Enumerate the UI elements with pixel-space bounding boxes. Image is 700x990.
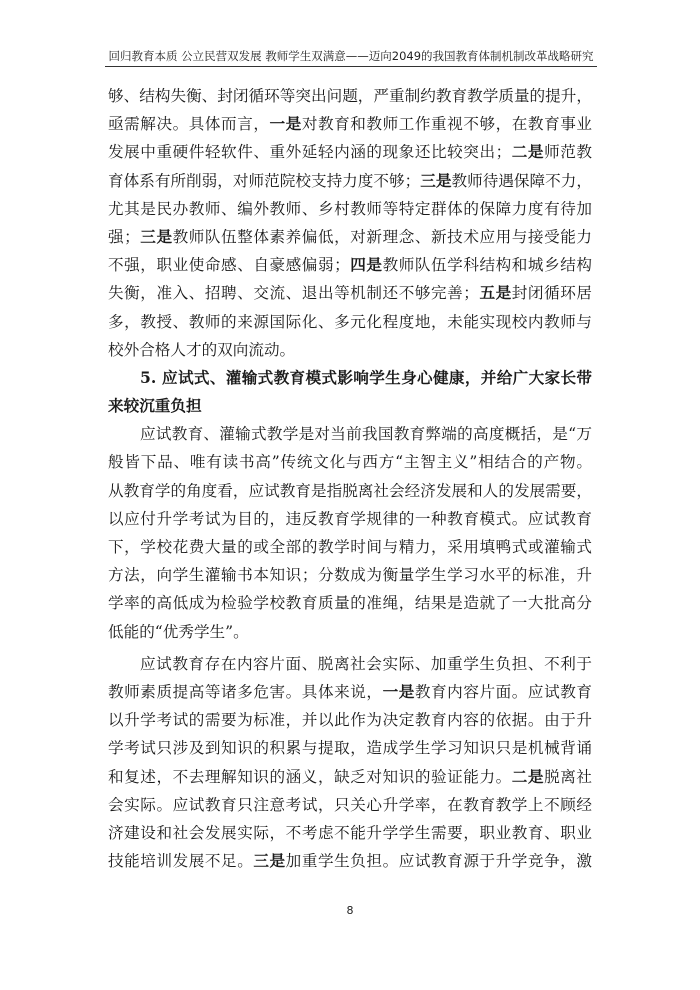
heading-line: 来较沉重负担 bbox=[108, 396, 202, 416]
text-line: 育体系有所削弱，对师范院校支持力度不够；三是教师待遇保障不力， bbox=[108, 170, 592, 190]
paragraph bbox=[108, 82, 592, 364]
text-line: 多，教授、教师的来源国际化、多元化程度地，未能实现校内教师与 bbox=[108, 312, 592, 331]
text-line: 应试教育存在内容片面、脱离社会实际、加重学生负担、不利于 bbox=[140, 654, 592, 673]
text-line: 发展中重硬件轻软件、重外延轻内涵的现象还比较突出；二是师范教 bbox=[108, 142, 592, 162]
text-line: 尤其是民办教师、编外教师、乡村教师等特定群体的保障力度有待加 bbox=[108, 199, 592, 218]
text-line: 校外合格人才的双向流动。 bbox=[108, 340, 296, 359]
text-line: 会实际。应试教育只注意考试，只关心升学率，在教育教学上不顾经 bbox=[108, 795, 592, 814]
header-rule bbox=[105, 66, 597, 67]
text-line: 不强，职业使命感、自豪感偏弱；四是教师队伍学科结构和城乡结构 bbox=[108, 255, 592, 275]
page-number: 8 bbox=[346, 904, 354, 917]
text-line: 和复述，不去理解知识的涵义，缺乏对知识的验证能力。二是脱离社 bbox=[108, 766, 592, 786]
text-line: 失衡，准入、招聘、交流、退出等机制还不够完善；五是封闭循环居 bbox=[108, 283, 592, 303]
text-line: 教师素质提高等诸多危害。具体来说，一是教育内容片面。应试教育 bbox=[108, 681, 592, 701]
emphasis: 三是 bbox=[253, 851, 286, 871]
emphasis: 三是 bbox=[420, 170, 452, 190]
running-header: 回归教育本质 公立民营双发展 教师学生双满意——迈向2049的我国教育体制机制改革战略研究 bbox=[108, 49, 594, 63]
text-line: 学考试只涉及到知识的积累与提取，造成学生学习知识只是机械背诵 bbox=[108, 739, 592, 758]
text-line: 从教育学的角度看，应试教育是指脱离社会经济发展和人的发展需要， bbox=[108, 481, 592, 500]
text-line: 学率的高低成为检验学校教育质量的准绳，结果是造就了一大批高分 bbox=[108, 594, 592, 613]
paragraph bbox=[108, 420, 592, 646]
heading-line: 5. 应试式、灌输式教育模式影响学生身心健康，并给广大家长带 bbox=[140, 367, 592, 387]
emphasis: 一是 bbox=[382, 681, 415, 701]
text-line: 以应付升学考试为目的，违反教育学规律的一种教育模式。应试教育 bbox=[108, 509, 592, 528]
text-line: 低能的“优秀学生”。 bbox=[108, 622, 249, 641]
emphasis: 二是 bbox=[511, 766, 545, 786]
text-line: 亟需解决。具体而言，一是对教育和教师工作重视不够，在教育事业 bbox=[108, 114, 592, 134]
body-text bbox=[108, 82, 592, 875]
text-line: 够、结构失衡、封闭循环等突出问题，严重制约教育教学质量的提升， bbox=[108, 87, 592, 105]
emphasis: 一是 bbox=[269, 114, 302, 134]
emphasis: 四是 bbox=[349, 255, 383, 275]
text-line: 技能培训发展不足。三是加重学生负担。应试教育源于升学竞争，激 bbox=[108, 851, 592, 871]
text-line: 济建设和社会发展实际，不考虑不能升学学生需要，职业教育、职业 bbox=[108, 823, 592, 842]
emphasis: 五是 bbox=[478, 283, 512, 303]
text-line: 以升学考试的需要为标准，并以此作为决定教育内容的依据。由于升 bbox=[108, 711, 592, 730]
paragraph bbox=[108, 650, 592, 876]
text-line: 应试教育、灌输式教学是对当前我国教育弊端的高度概括，是“万 bbox=[140, 425, 592, 444]
text-line: 强；三是教师队伍整体素养偏低，对新理念、新技术应用与接受能力 bbox=[108, 226, 592, 246]
emphasis: 三是 bbox=[139, 226, 173, 246]
text-line: 方法，向学生灌输书本知识；分数成为衡量学生学习水平的标准，升 bbox=[108, 566, 592, 585]
emphasis: 二是 bbox=[511, 142, 545, 162]
text-line: 般皆下品、唯有读书高”传统文化与西方“主智主义”相结合的产物。 bbox=[108, 453, 592, 472]
section-heading bbox=[108, 364, 592, 420]
text-line: 下，学校花费大量的或全部的教学时间与精力，采用填鸭式或灌输式 bbox=[108, 538, 592, 556]
